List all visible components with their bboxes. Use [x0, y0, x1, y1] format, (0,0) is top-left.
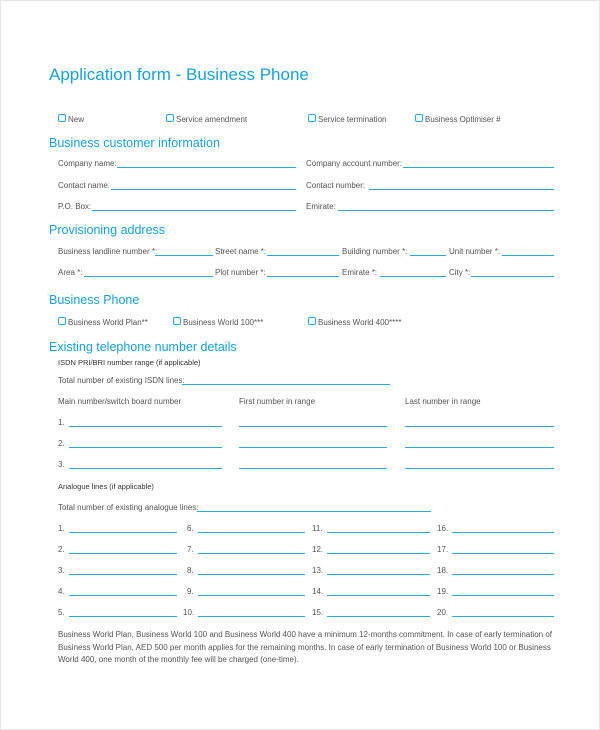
- contact-name-label: Contact name:: [58, 181, 111, 190]
- landline-field[interactable]: [155, 255, 213, 256]
- isdn-heading: ISDN PRI/BRI number range (if applicable): [58, 358, 201, 367]
- isdn-total-field[interactable]: [182, 384, 390, 385]
- analogue-line-field[interactable]: [452, 616, 554, 617]
- analogue-line-field[interactable]: [452, 532, 554, 533]
- analogue-number: 2.: [58, 545, 65, 554]
- plan-checkbox-world-400[interactable]: [308, 317, 316, 325]
- analogue-number: 6.: [187, 524, 194, 533]
- analogue-number: 3.: [58, 566, 65, 575]
- isdn-main-field[interactable]: [69, 447, 222, 448]
- isdn-last-field[interactable]: [405, 447, 554, 448]
- unit-label: Unit number *:: [449, 247, 501, 256]
- analogue-line-field[interactable]: [452, 574, 554, 575]
- po-box-field[interactable]: [92, 210, 296, 211]
- service-amendment-checkbox[interactable]: [166, 114, 174, 122]
- plan-label-world-400: Business World 400****: [318, 318, 402, 327]
- isdn-total-label: Total number of existing ISDN lines:: [58, 376, 185, 385]
- emirate-prov-field[interactable]: [380, 276, 446, 277]
- analogue-total-field[interactable]: [197, 511, 431, 512]
- building-label: Building number *:: [342, 247, 408, 256]
- business-optimiser-checkbox[interactable]: [415, 114, 423, 122]
- analogue-number: 11.: [312, 524, 323, 533]
- service-termination-checkbox[interactable]: [308, 114, 316, 122]
- analogue-number: 8.: [187, 566, 194, 575]
- plan-label-world-plan: Business World Plan**: [68, 318, 148, 327]
- plan-checkbox-world-plan[interactable]: [58, 317, 66, 325]
- analogue-number: 5.: [58, 608, 65, 617]
- contact-name-field[interactable]: [111, 189, 296, 190]
- isdn-row-number: 3.: [58, 460, 65, 469]
- service-termination-label: Service termination: [318, 115, 387, 124]
- analogue-line-field[interactable]: [198, 595, 305, 596]
- analogue-line-field[interactable]: [69, 574, 177, 575]
- analogue-number: 12.: [312, 545, 324, 554]
- analogue-line-field[interactable]: [452, 595, 554, 596]
- analogue-line-field[interactable]: [327, 532, 430, 533]
- analogue-line-field[interactable]: [69, 553, 177, 554]
- analogue-line-field[interactable]: [198, 553, 305, 554]
- analogue-line-field[interactable]: [327, 595, 430, 596]
- company-name-field[interactable]: [117, 167, 296, 168]
- contact-number-field[interactable]: [369, 189, 554, 190]
- analogue-line-field[interactable]: [198, 574, 305, 575]
- col-first-number: First number in range: [239, 397, 316, 406]
- city-field[interactable]: [471, 276, 554, 277]
- plan-label-world-100: Business World 100***: [183, 318, 264, 327]
- analogue-line-field[interactable]: [69, 616, 177, 617]
- analogue-number: 10.: [183, 608, 195, 617]
- form-title: Application form - Business Phone: [49, 65, 309, 84]
- analogue-number: 16.: [437, 524, 449, 533]
- isdn-main-field[interactable]: [69, 426, 222, 427]
- plan-checkbox-world-100[interactable]: [173, 317, 181, 325]
- customer-info-heading: Business customer information: [49, 136, 220, 150]
- service-amendment-label: Service amendment: [176, 115, 248, 124]
- isdn-main-field[interactable]: [69, 468, 222, 469]
- col-main-number: Main number/switch board number: [58, 397, 182, 406]
- street-field[interactable]: [267, 255, 339, 256]
- analogue-number: 14.: [312, 587, 324, 596]
- analogue-number: 1.: [58, 524, 65, 533]
- isdn-last-field[interactable]: [405, 426, 554, 427]
- new-checkbox[interactable]: [58, 114, 66, 122]
- analogue-number: 20.: [437, 608, 449, 617]
- col-last-number: Last number in range: [405, 397, 481, 406]
- analogue-total-label: Total number of existing analogue lines:: [58, 503, 199, 512]
- analogue-heading: Analogue lines (if applicable): [58, 482, 154, 491]
- analogue-line-field[interactable]: [327, 553, 430, 554]
- analogue-line-field[interactable]: [198, 616, 305, 617]
- analogue-number: 9.: [187, 587, 194, 596]
- isdn-first-field[interactable]: [239, 426, 387, 427]
- landline-label: Business landline number *:: [58, 247, 158, 256]
- isdn-first-field[interactable]: [239, 447, 387, 448]
- business-optimiser-label: Business Optimiser #: [425, 115, 501, 124]
- analogue-number: 13.: [312, 566, 324, 575]
- plot-field[interactable]: [267, 276, 339, 277]
- analogue-number: 18.: [437, 566, 449, 575]
- analogue-line-field[interactable]: [69, 595, 177, 596]
- building-field[interactable]: [410, 255, 446, 256]
- new-label: New: [68, 115, 85, 124]
- emirate-label: Emirate:: [306, 202, 336, 211]
- analogue-number: 15.: [312, 608, 324, 617]
- emirate-field[interactable]: [338, 210, 554, 211]
- commitment-footnote: Business World Plan, Business World 100 and Business World 400 have a minimum 12-months commitment. In case of early termination of Business World Plan, AED 500 per month applies for the remaining months. In case of early termination of Business World 100 or Business World 400, one month of the monthly fee will be charged (one-time).: [58, 630, 553, 664]
- emirate-prov-label: Emirate *:: [342, 268, 378, 277]
- area-field[interactable]: [84, 276, 213, 277]
- analogue-number: 17.: [437, 545, 449, 554]
- analogue-line-field[interactable]: [198, 532, 305, 533]
- analogue-number: 19.: [437, 587, 449, 596]
- analogue-line-field[interactable]: [327, 616, 430, 617]
- isdn-first-field[interactable]: [239, 468, 387, 469]
- analogue-line-field[interactable]: [452, 553, 554, 554]
- isdn-row-number: 2.: [58, 439, 65, 448]
- po-box-label: P.O. Box:: [58, 202, 92, 211]
- company-name-label: Company name:: [58, 159, 117, 168]
- business-phone-heading: Business Phone: [49, 293, 140, 307]
- contact-number-label: Contact number:: [306, 181, 366, 190]
- area-label: Area *:: [58, 268, 83, 277]
- isdn-row-number: 1.: [58, 418, 65, 427]
- company-account-number-field[interactable]: [403, 167, 554, 168]
- provisioning-heading: Provisioning address: [49, 223, 166, 237]
- unit-field[interactable]: [502, 255, 554, 256]
- analogue-number: 7.: [187, 545, 194, 554]
- analogue-number: 4.: [58, 587, 65, 596]
- company-account-number-label: Company account number:: [306, 159, 403, 168]
- isdn-last-field[interactable]: [405, 468, 554, 469]
- street-label: Street name *:: [215, 247, 267, 256]
- analogue-line-field[interactable]: [327, 574, 430, 575]
- plot-label: Plot number *:: [215, 268, 266, 277]
- existing-heading: Existing telephone number details: [49, 340, 237, 354]
- city-label: City *:: [449, 268, 471, 277]
- analogue-line-field[interactable]: [69, 532, 177, 533]
